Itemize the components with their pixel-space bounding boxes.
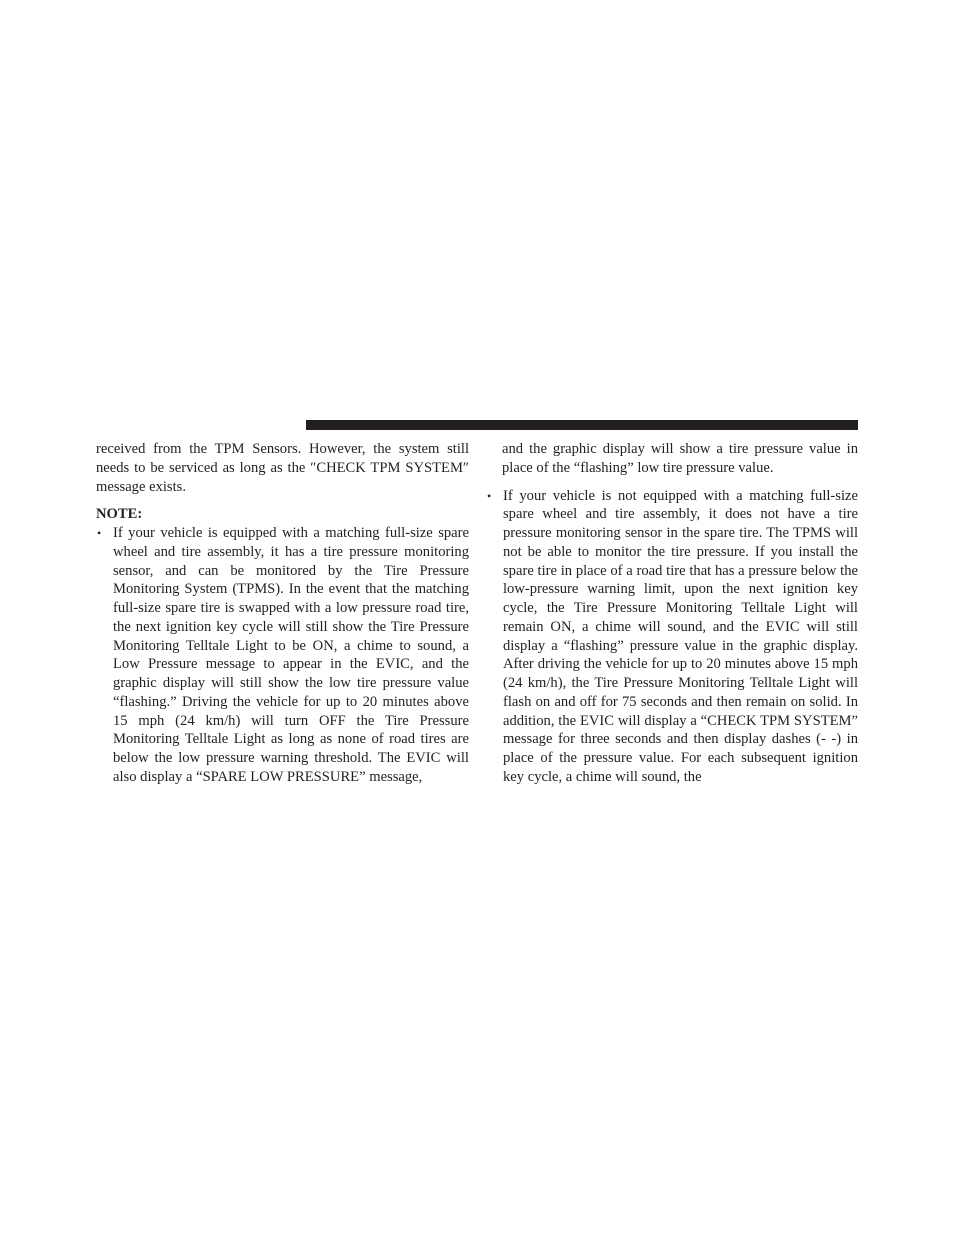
bullet-text-spare-not-equipped: If your vehicle is not equipped with a matching full-size spare wheel and tire assembly, it does not have a tire pressure monitoring sensor in the spare tire. The TPMS will not be able to monitor the tire pressure. If you install the spare tire in place of a road tire that has a pressure below the low-pressure warning limit, upon the next ignition key cycle, the Tire Pressure Monitoring Telltale Light will remain ON, a chime will sound, and the EVIC will still display a “flashing” pressure value in the graphic display. After driving the vehicle for up to 20 minutes above 15 mph (24 km/h), the Tire Pressure Monitoring Telltale Light will flash on and off for 75 seconds and then remain on solid. In addition, the EVIC will display a “CHECK TPM SYSTEM” message for three seconds and then display dashes (- -) in place of the pressure value. For each subsequent ignition key cycle, a chime will sound, the <box>503 487 858 785</box>
continuation-paragraph: and the graphic display will show a tire pressure value in place of the “flashing” low tire pressure value. <box>502 441 858 476</box>
note-label: NOTE: <box>96 506 143 523</box>
intro-paragraph: received from the TPM Sensors. However, the system still needs to be serviced as long as the ″CHECK TPM SYSTEM″ message exists. <box>96 441 469 495</box>
bullet-icon: • <box>487 488 492 503</box>
section-header-bar <box>306 420 858 430</box>
list-item <box>486 487 858 787</box>
bullet-icon: • <box>97 526 102 540</box>
bullet-text-spare-equipped: If your vehicle is equipped with a matching full-size spare wheel and tire assembly, it has a tire pressure monitoring sensor, and can be monitored by the Tire Pressure Monitoring System (TPMS). In the event that the matching full-size spare tire is swapped with a low pressure road tire, the next ignition key cycle will still show the Tire Pressure Monitoring Telltale Light to be ON, a chime to sound, a Low Pressure message to appear in the EVIC, and the graphic display will still show the low tire pressure value “flashing.” Driving the vehicle for up to 20 minutes above 15 mph (24 km/h) will turn OFF the Tire Pressure Monitoring Telltale Light as long as none of road tires are below the low pressure warning threshold. The EVIC will also display a “SPARE LOW PRESSURE” message, <box>113 525 469 785</box>
list-item <box>96 524 469 787</box>
right-column <box>486 440 858 787</box>
left-column <box>96 440 469 787</box>
